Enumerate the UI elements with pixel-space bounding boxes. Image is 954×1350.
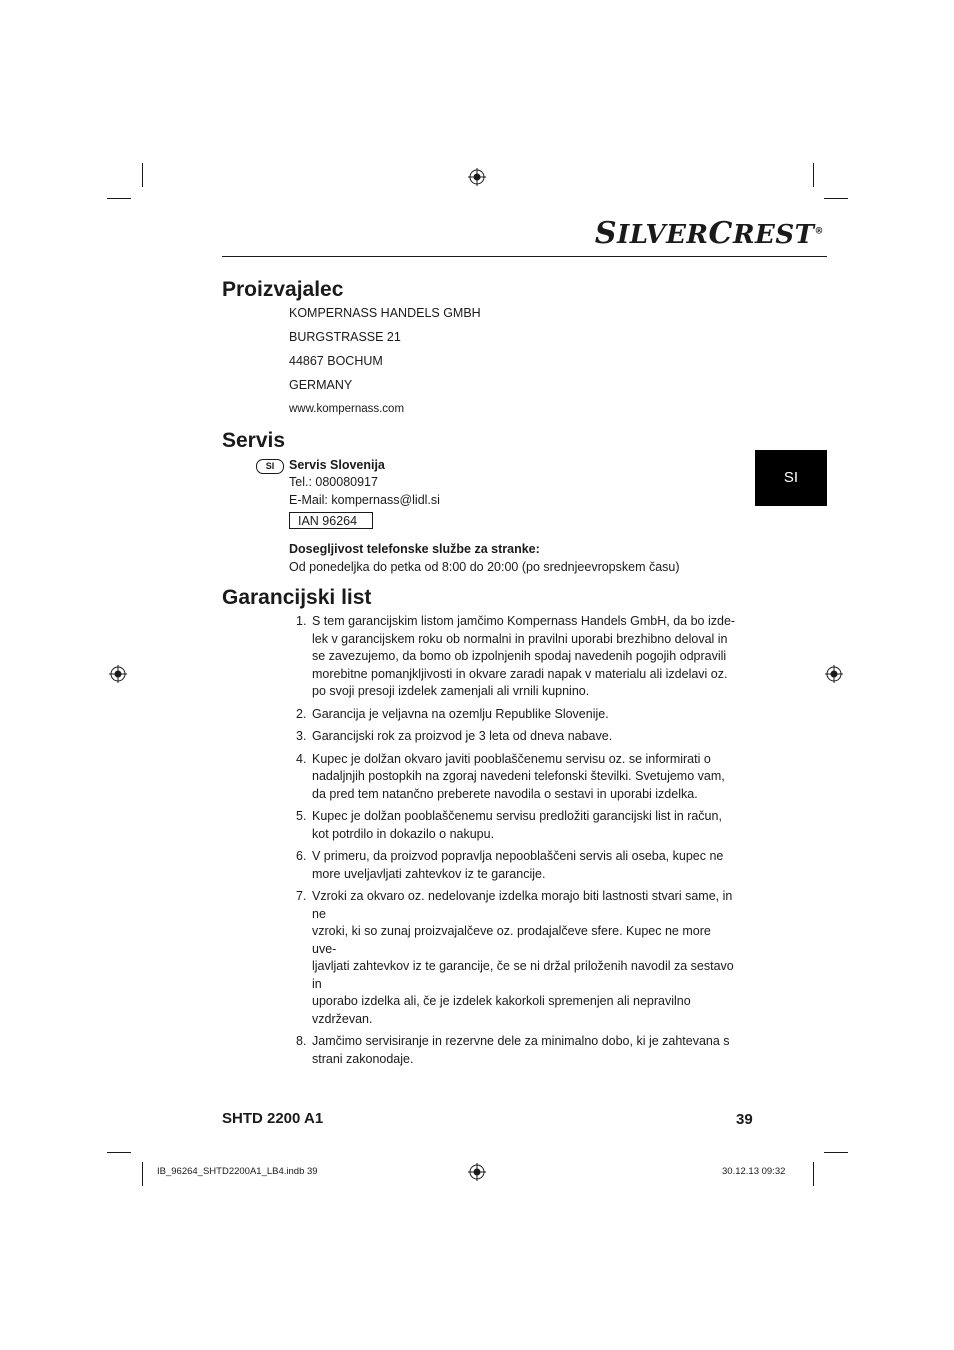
manufacturer-heading: Proizvajalec — [222, 278, 344, 301]
crop-mark — [824, 198, 848, 199]
crop-mark — [142, 163, 143, 187]
crop-mark — [107, 198, 131, 199]
manufacturer-line: 44867 BOCHUM — [289, 354, 383, 368]
list-item: 3. Garancijski rok za proizvod je 3 leta od dneva nabave. — [296, 729, 613, 743]
registration-mark-icon — [468, 168, 486, 186]
list-item: 5. Kupec je dolžan pooblaščenemu servisu predložiti garancijski list in račun, kot potrdilo in dokazilo o nakupu. — [296, 809, 722, 841]
warranty-heading: Garancijski list — [222, 586, 372, 609]
list-item: 1. S tem garancijskim listom jamčimo Kompernass Handels GmbH, da bo izde- lek v garancijskem roku ob normalni in pravilni uporabi brezhibno deloval in se zavezujemo, da bomo ob izpolnjenih spodaj navedenih pogojih odpravili morebitne pomanjkljivosti in okvare zaradi napak v materialu ali izdelavi oz. po svoji presoji izdelek zamenjali ali vrnili kupnino. — [296, 614, 736, 698]
page-number: 39 — [736, 1111, 753, 1128]
manufacturer-line: KOMPERNASS HANDELS GMBH — [289, 306, 481, 320]
registration-mark-icon — [109, 665, 127, 683]
crop-mark — [813, 163, 814, 187]
service-email: E-Mail: kompernass@lidl.si — [289, 493, 440, 507]
service-heading: Servis — [222, 429, 286, 452]
list-item: 6. V primeru, da proizvod popravlja nepooblaščeni servis ali oseba, kupec ne more uveljavljati zahtevkov iz te garancije. — [296, 849, 724, 881]
availability-text: Od ponedeljka do petka od 8:00 do 20:00 (po srednjeevropskem času) — [289, 560, 680, 574]
registration-mark-icon — [468, 1163, 486, 1181]
list-item: 2. Garancija je veljavna na ozemlju Republike Slovenije. — [296, 706, 609, 721]
language-tab: SI — [755, 450, 827, 506]
model-number: SHTD 2200 A1 — [222, 1110, 324, 1127]
country-badge: SI — [256, 459, 284, 474]
manufacturer-website: www.kompernass.com — [289, 403, 405, 415]
list-item: 4. Kupec je dolžan okvaro javiti pooblaščenemu servisu oz. se informirati o nadaljnjih postopkih na zgoraj navedeni telefonski številki. Svetujemo vam, da pred tem natančno preberete navodila o sestavi in uporabi izdelka. — [296, 751, 725, 801]
crop-mark — [107, 1152, 131, 1153]
crop-mark — [142, 1162, 143, 1186]
registration-mark-icon — [825, 665, 843, 683]
list-item: 7. Vzroki za okvaro oz. nedelovanje izdelka morajo biti lastnosti stvari same, in ne vzroki, ki so zunaj proizvajalčeve oz. prodajalčeve sfere. Kupec ne more uve- ljavljati zahtevkov iz te garancije, če se ni držal priloženih navodil za sestavo in uporabo izdelka ali, če je izdelek kakorkoli spremenjen ali nepravilno vzdrževan. — [296, 889, 734, 1026]
manufacturer-line: BURGSTRASSE 21 — [289, 330, 401, 344]
crop-mark — [813, 1162, 814, 1186]
crop-mark — [824, 1152, 848, 1153]
warranty-list — [296, 613, 737, 1073]
slug-file: IB_96264_SHTD2200A1_LB4.indb 39 — [157, 1166, 318, 1177]
service-name: Servis Slovenija — [289, 458, 385, 472]
header-rule — [222, 256, 827, 257]
service-phone: Tel.: 080080917 — [289, 475, 378, 489]
silvercrest-logo: SILVERCREST® — [594, 216, 824, 251]
slug-date: 30.12.13 09:32 — [722, 1166, 786, 1177]
availability-title: Dosegljivost telefonske službe za stranke: — [289, 542, 540, 556]
list-item: 8. Jamčimo servisiranje in rezervne dele za minimalno dobo, ki je zahtevana s strani zakonodaje. — [296, 1034, 730, 1066]
manufacturer-line: GERMANY — [289, 378, 353, 392]
ian-box: IAN 96264 — [289, 512, 373, 529]
